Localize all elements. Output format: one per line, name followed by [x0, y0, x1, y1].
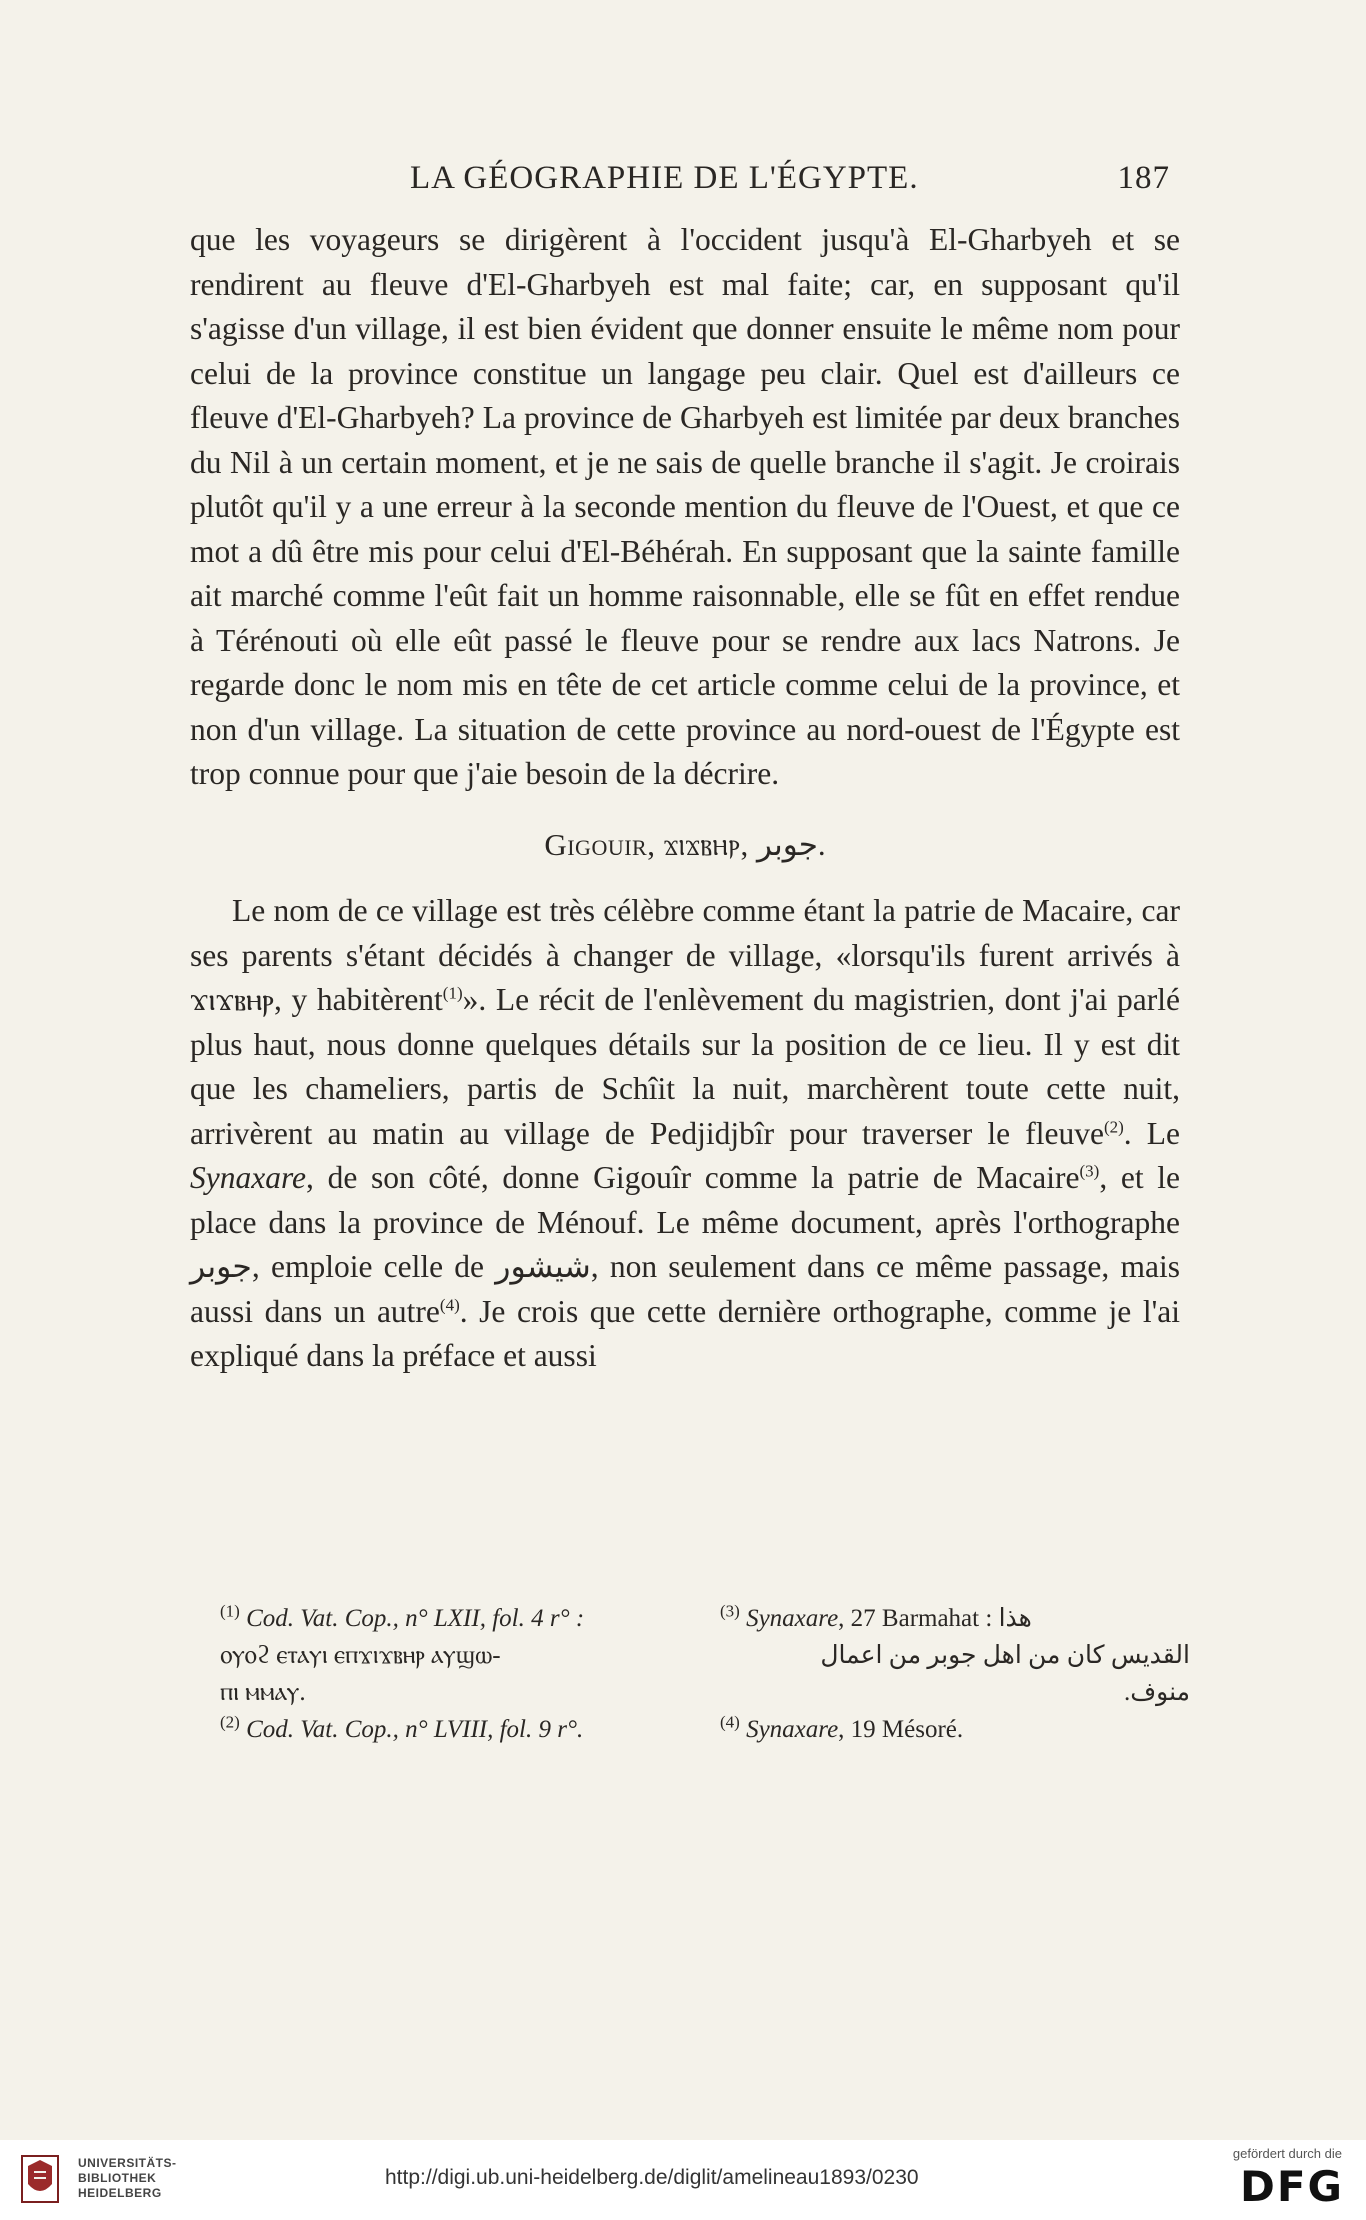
footnote-ref-3[interactable]: (3) — [1079, 1161, 1100, 1181]
synaxare-italic: Synaxare — [190, 1160, 307, 1195]
paragraph-text: . Je crois que cette dernière orthographe, comme je l'ai expliqué dans la préface et aussi — [190, 1293, 1180, 1373]
footnote-number: (4) — [720, 1712, 740, 1732]
page-number: 187 — [1117, 160, 1170, 196]
paragraph-gigouir — [190, 889, 1180, 1379]
permalink-url[interactable]: http://digi.ub.uni-heidelberg.de/diglit/amelineau1893/0230 — [385, 2166, 919, 2189]
paragraph-text: Le nom de ce village est très célèbre comme étant la patrie de Macaire, car ses parents s'étant décidés à changer de village, «lorsqu'ils furent arrivés à ϫⲓϫⲃⲏⲣ, y habitèrent — [190, 893, 1180, 1017]
footnote-2 — [220, 1711, 690, 1748]
footnote-3 — [720, 1600, 1190, 1637]
footnote-1-coptic: ⲡⲓ ⲙⲙⲁⲩ. — [220, 1679, 306, 1706]
dfg-logo: DFG — [1239, 2162, 1344, 2211]
footnote-number: (1) — [220, 1601, 240, 1621]
paragraph-text: . Le — [1123, 1115, 1180, 1151]
footnote-3-arabic: منوف. — [1123, 1679, 1190, 1706]
footnote-text: , 19 Mésoré. — [838, 1716, 964, 1743]
viewer-footer — [0, 2140, 1366, 2220]
university-library-logo-icon — [20, 2154, 60, 2204]
paragraph-text: , de son côté, donne Gigouîr comme la patrie de Macaire — [306, 1160, 1080, 1195]
footnote-1 — [220, 1600, 690, 1637]
footnote-4 — [720, 1711, 1190, 1748]
footnote-number: (3) — [720, 1601, 740, 1621]
footnote-number: (2) — [220, 1712, 240, 1732]
section-heading: Gigouir, ϫⲓϫⲃⲏⲣ, جوبر. — [544, 826, 826, 862]
footnote-1-coptic: ⲟⲩⲟϩ ⲉⲧⲁⲩⲓ ⲉⲡϫⲓϫⲃⲏⲣ ⲁⲩϣⲱ- — [220, 1642, 501, 1669]
library-line: HEIDELBERG — [78, 2186, 162, 2200]
footnote-ref-1[interactable]: (1) — [442, 983, 463, 1003]
footnotes-right-column — [720, 1600, 1190, 1748]
paragraph-text: ». Le récit de l'enlèvement du magistrien, dont j'ai parlé plus haut, nous donne quelques détails sur la position de ce lieu. Il y est dit que les chameliers, partis de Schîit la nuit, marchèrent toute cette nuit, arrivèrent au matin au village de Pedjidjbîr pour traverser le fleuve — [190, 982, 1180, 1151]
footnote-ref-4[interactable]: (4) — [439, 1295, 460, 1314]
footnote-text: Synaxare — [746, 1605, 839, 1632]
footnote-3-arabic: القديس كان من اهل جوبر من اعمال — [820, 1642, 1190, 1669]
paragraph-continued: que les voyageurs se dirigèrent à l'occident jusqu'à El-Gharbyeh et se rendirent au fleuve d'El-Gharbyeh est mal faite; car, en supposant qu'il s'agisse d'un village, il est bien évident que donner ensuite le même nom pour celui de la province constitue un langage peu clair. Quel est d'ailleurs ce fleuve d'El-Gharbyeh? La province de Gharbyeh est limitée par deux branches du Nil à un certain moment, et je ne sais de quelle branche il s'agit. Je croirais plutôt qu'il y a une erreur à la seconde mention du fleuve de l'Ouest, et que ce mot a dû être mis pour celui d'El-Béhérah. En supposant que la sainte famille ait marché comme l'eût fait un homme raisonnable, elle se fût en effet rendue à Térénouti où elle eût passé le fleuve pour se rendre aux lacs Natrons. Je regarde donc le nom mis en tête de cet article comme celui de la province, et non d'un village. La situation de cette province au nord-ouest de l'Égypte est trop connue pour que j'aie besoin de la décrire. — [190, 222, 1180, 791]
footnote-text: Cod. Vat. Cop., n° LXII, fol. 4 r° : — [246, 1605, 585, 1632]
footnote-text: Synaxare — [746, 1716, 839, 1743]
footnote-text: , 27 Barmahat : هذا — [838, 1605, 1032, 1632]
library-line: BIBLIOTHEK — [78, 2171, 157, 2185]
funded-by-label: gefördert durch die — [1232, 2146, 1342, 2161]
body-text — [190, 218, 1180, 1379]
footnotes-left-column — [220, 1600, 690, 1748]
library-line: UNIVERSITÄTS- — [78, 2156, 177, 2170]
library-name — [78, 2156, 177, 2201]
running-head-title: LA GÉOGRAPHIE DE L'ÉGYPTE. — [410, 160, 919, 196]
footnote-text: Cod. Vat. Cop., n° LVIII, fol. 9 r°. — [246, 1716, 584, 1743]
footnote-ref-2[interactable]: (2) — [1103, 1117, 1124, 1136]
paragraph-text: , et le place dans la province de Ménouf. Le même document, après l'orthographe جوبر, emploie celle de شيشور, non seulement dans ce même passage, mais aussi dans un autre — [190, 1160, 1180, 1329]
